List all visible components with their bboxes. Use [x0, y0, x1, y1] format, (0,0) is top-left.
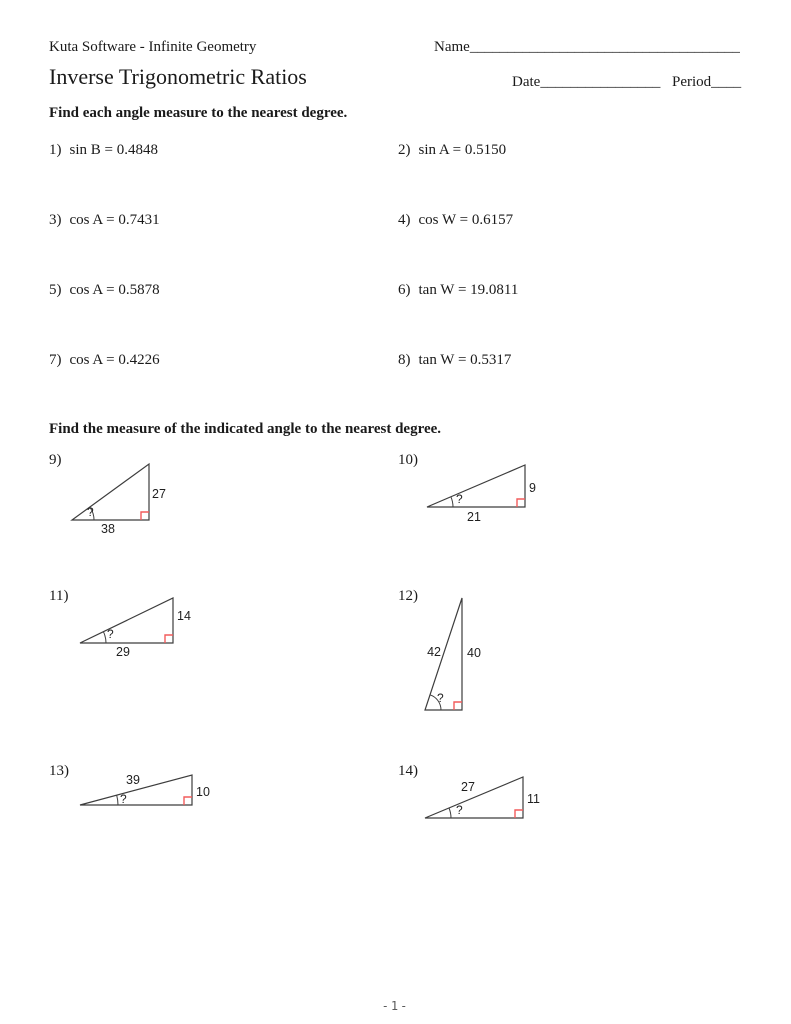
- triangle-figure-13: [49, 762, 234, 834]
- problem-expression: tan W = 19.0811: [418, 282, 519, 298]
- problem-8: [398, 352, 511, 369]
- date-blank-line: ________________: [540, 74, 661, 90]
- problem-11: [49, 588, 219, 678]
- problem-number: 13): [49, 763, 69, 779]
- problem-number: 5): [49, 282, 62, 298]
- angle-arc-icon: [449, 808, 451, 818]
- problem-number: 4): [398, 212, 411, 228]
- problem-expression: cos A = 0.7431: [69, 212, 160, 228]
- angle-arc-icon: [117, 795, 118, 805]
- triangle-figure-14: [398, 762, 568, 844]
- problem-13: [49, 760, 234, 835]
- name-label: Name: [434, 39, 470, 55]
- triangle-outline: [427, 465, 525, 507]
- problem-expression: sin B = 0.4848: [69, 142, 158, 158]
- right-angle-icon: [141, 512, 149, 520]
- problem-number: 3): [49, 212, 62, 228]
- angle-arc-icon: [451, 497, 453, 507]
- problem-number: 12): [398, 588, 418, 604]
- period-label: Period: [672, 74, 712, 90]
- brand-text: Kuta Software - Infinite Geometry: [49, 39, 257, 55]
- problem-number: 7): [49, 352, 62, 368]
- problem-6: [398, 282, 518, 299]
- problem-14: [398, 760, 568, 845]
- triangle-figure-10: [398, 452, 568, 532]
- problem-2: [398, 142, 506, 159]
- side-label-vertical: 10: [196, 785, 210, 799]
- problem-number: 6): [398, 282, 411, 298]
- problem-4: [398, 212, 513, 229]
- problem-expression: tan W = 0.5317: [418, 352, 512, 368]
- side-label-vertical: 11: [527, 792, 540, 806]
- problem-number: 9): [49, 452, 62, 468]
- problem-expression: cos A = 0.5878: [69, 282, 160, 298]
- problem-number: 8): [398, 352, 411, 368]
- right-angle-icon: [165, 635, 173, 643]
- problem-5: [49, 282, 160, 299]
- period-blank-line: ____: [711, 74, 742, 90]
- problem-expression: sin A = 0.5150: [418, 142, 507, 158]
- side-label-vertical: 27: [152, 487, 166, 501]
- triangle-outline: [80, 598, 173, 643]
- problem-number: 1): [49, 142, 62, 158]
- problem-number: 2): [398, 142, 411, 158]
- side-label-hypotenuse: 42: [427, 645, 441, 659]
- side-label-hypotenuse: 27: [461, 780, 475, 794]
- page-number: -1-: [381, 999, 410, 1013]
- side-label-hypotenuse: 39: [126, 773, 140, 787]
- problem-1: [49, 142, 158, 159]
- unknown-angle-label: ?: [456, 803, 463, 817]
- unknown-angle-label: ?: [107, 627, 114, 641]
- problem-expression: cos A = 0.4226: [69, 352, 160, 368]
- problem-3: [49, 212, 160, 229]
- right-angle-icon: [454, 702, 462, 710]
- right-angle-icon: [184, 797, 192, 805]
- problem-12: [398, 588, 528, 733]
- problem-10: [398, 450, 568, 535]
- section2-heading: Find the measure of the indicated angle to the nearest degree.: [49, 421, 442, 437]
- right-angle-icon: [517, 499, 525, 507]
- name-field: [434, 39, 740, 56]
- problem-9: [49, 450, 219, 545]
- angle-arc-icon: [103, 632, 106, 643]
- section1-heading: Find each angle measure to the nearest degree.: [49, 105, 348, 121]
- problem-expression: cos W = 0.6157: [418, 212, 514, 228]
- name-blank-line: ____________________________________: [469, 39, 740, 55]
- unknown-angle-label: ?: [437, 691, 444, 705]
- date-field: [512, 74, 660, 91]
- triangle-figure-12: [398, 592, 528, 732]
- unknown-angle-label: ?: [120, 792, 127, 806]
- unknown-angle-label: ?: [456, 492, 463, 506]
- problem-number: 14): [398, 763, 418, 779]
- page-title: Inverse Trigonometric Ratios: [49, 64, 307, 89]
- date-label: Date: [512, 74, 541, 90]
- side-label-base: 21: [467, 510, 481, 524]
- triangle-figure-9: [49, 452, 219, 544]
- period-field: [672, 74, 741, 91]
- triangle-figure-11: [49, 592, 219, 676]
- side-label-vertical: 14: [177, 609, 191, 623]
- problem-7: [49, 352, 160, 369]
- unknown-angle-label: ?: [87, 505, 94, 519]
- side-label-base: 38: [101, 522, 115, 536]
- side-label-base: 29: [116, 645, 130, 659]
- problem-number: 10): [398, 452, 418, 468]
- triangle-outline: [72, 464, 149, 520]
- right-angle-icon: [515, 810, 523, 818]
- problem-number: 11): [49, 588, 69, 604]
- side-label-vertical: 9: [529, 481, 536, 495]
- side-label-vertical: 40: [467, 646, 481, 660]
